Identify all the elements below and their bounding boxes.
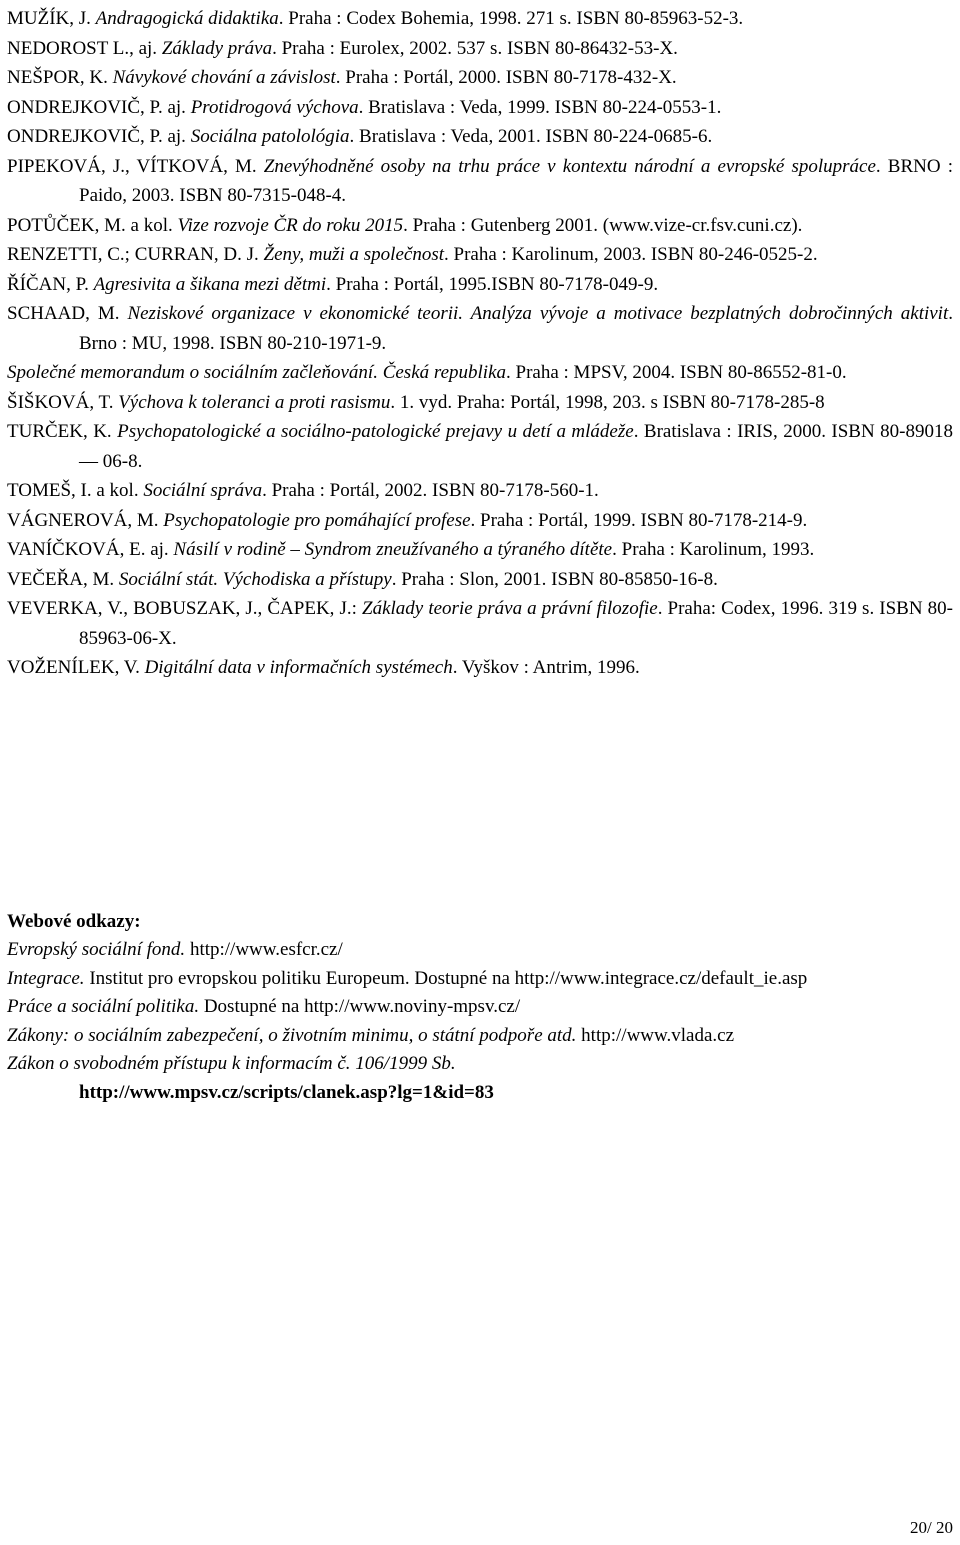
reference-title: Andragogická didaktika	[95, 8, 279, 29]
reference-author: PIPEKOVÁ, J., VÍTKOVÁ, M.	[7, 155, 264, 177]
reference-publication: . Praha : Codex Bohemia, 1998. 271 s. ISBN 80-85963-52-3.	[278, 8, 744, 29]
reference-entry	[7, 594, 953, 653]
web-link-entry	[7, 1050, 953, 1079]
reference-title: Sociální stát. Východiska a přístupy	[118, 568, 392, 590]
reference-publication: . Praha : MPSV, 2004. ISBN 80-86552-81-0.	[506, 362, 847, 383]
reference-title: Psychopatologické a sociálno-patologické prejavy u detí a mládeže	[117, 421, 634, 442]
web-link-text[interactable]: Institut pro evropskou politiku Europeum. Dostupné na http://www.integrace.cz/default_ie.asp	[84, 967, 808, 989]
web-link-title: Evropský sociální fond.	[7, 939, 186, 960]
reference-title: Základy práva	[161, 37, 273, 59]
web-link-title: Zákon o svobodném přístupu k informacím č. 106/1999 Sb.	[7, 1053, 456, 1074]
reference-author: TOMEŠ, I. a kol.	[7, 480, 144, 501]
reference-title: Společné memorandum o sociálním začleňování. Česká republika	[7, 362, 507, 383]
reference-author: ŘÍČAN, P.	[7, 273, 94, 295]
reference-author: SCHAAD, M.	[7, 303, 128, 324]
reference-author: ONDREJKOVIČ, P. aj.	[7, 126, 191, 147]
reference-author: MUŽÍK, J.	[7, 8, 96, 29]
reference-publication: . Praha : Gutenberg 2001. (www.vize-cr.fsv.cuni.cz).	[403, 214, 803, 236]
reference-author: RENZETTI, C.; CURRAN, D. J.	[7, 244, 264, 265]
reference-publication: . Praha : Portál, 1995.ISBN 80-7178-049-9.	[326, 273, 659, 295]
web-link-entry	[7, 993, 953, 1022]
reference-entry	[7, 388, 953, 418]
reference-publication: . Praha : Eurolex, 2002. 537 s. ISBN 80-86432-53-X.	[272, 37, 678, 59]
reference-entry	[7, 240, 953, 270]
reference-author: NEŠPOR, K.	[7, 67, 113, 88]
reference-entry	[7, 653, 953, 683]
reference-author: VOŽENÍLEK, V.	[7, 657, 145, 678]
reference-author: POTŮČEK, M. a kol.	[7, 214, 178, 236]
reference-entry	[7, 93, 953, 123]
reference-title: Psychopatologie pro pomáhající profese	[163, 509, 471, 531]
reference-title: Násilí v rodině – Syndrom zneužívaného a týraného dítěte	[173, 539, 613, 560]
reference-publication: . Bratislava : Veda, 2001. ISBN 80-224-0685-6.	[349, 126, 713, 147]
reference-title: Vize rozvoje ČR do roku 2015	[177, 214, 404, 236]
reference-entry	[7, 34, 953, 64]
web-link-title: Zákony: o sociálním zabezpečení, o životním minimu, o státní podpoře atd.	[7, 1024, 577, 1046]
reference-publication: . Brno : MU, 1998. ISBN 80-210-1971-9.	[79, 303, 953, 354]
reference-entry	[7, 63, 953, 93]
reference-entry	[7, 4, 953, 34]
reference-publication: . Vyškov : Antrim, 1996.	[452, 657, 640, 678]
reference-entry	[7, 152, 953, 211]
reference-entry	[7, 565, 953, 595]
reference-title: Sociální správa	[143, 480, 263, 501]
reference-publication: . Praha : Portál, 1999. ISBN 80-7178-214-9.	[470, 509, 808, 531]
reference-author: ŠIŠKOVÁ, T.	[7, 391, 119, 413]
reference-title: Neziskové organizace v ekonomické teorii. Analýza vývoje a motivace bezplatných dobročinných aktivit	[127, 303, 949, 324]
reference-publication: . Bratislava : Veda, 1999. ISBN 80-224-0553-1.	[358, 96, 722, 118]
reference-publication: . Bratislava : IRIS, 2000. ISBN 80-89018 — 06-8.	[79, 421, 953, 472]
reference-author: VÁGNEROVÁ, M.	[7, 509, 164, 531]
reference-title: Ženy, muži a společnost	[263, 244, 444, 265]
web-links-list	[7, 936, 953, 1107]
reference-publication: . 1. vyd. Praha: Portál, 1998, 203. s ISBN 80-7178-285-8	[390, 391, 825, 413]
reference-title: Základy teorie práva a právní filozofie	[362, 598, 658, 619]
reference-publication: . Praha : Karolinum, 2003. ISBN 80-246-0525-2.	[444, 244, 818, 265]
reference-title: Protidrogová výchova	[190, 96, 359, 118]
reference-entry	[7, 211, 953, 241]
page-number: 20/ 20	[910, 1518, 953, 1537]
web-link-text[interactable]: http://www.esfcr.cz/	[185, 939, 343, 960]
reference-entry	[7, 506, 953, 536]
web-link-entry	[7, 1022, 953, 1051]
reference-title: Znevýhodněné osoby na trhu práce v kontextu národní a evropské spolupráce	[263, 155, 876, 177]
reference-author: VEČEŘA, M.	[7, 568, 119, 590]
reference-title: Sociálna patolológia	[190, 126, 350, 147]
reference-title: Výchova k toleranci a proti rasismu	[118, 391, 391, 413]
web-link-entry	[7, 936, 953, 965]
reference-publication: . Praha: Codex, 1996. 319 s. ISBN 80-85963-06-X.	[79, 598, 953, 649]
web-link-title: Integrace.	[7, 967, 85, 989]
web-links-heading: Webové odkazy:	[7, 911, 141, 932]
reference-entry	[7, 270, 953, 300]
reference-title: Návykové chování a závislost	[112, 67, 336, 88]
reference-author: TURČEK, K.	[7, 421, 118, 442]
reference-publication: . Praha : Portál, 2002. ISBN 80-7178-560-1.	[262, 480, 599, 501]
reference-entry	[7, 535, 953, 565]
reference-entry	[7, 417, 953, 476]
reference-title: Digitální data v informačních systémech	[144, 657, 453, 678]
reference-entry	[7, 358, 953, 388]
reference-publication: . Praha : Slon, 2001. ISBN 80-85850-16-8.	[391, 568, 718, 590]
reference-author: VEVERKA, V., BOBUSZAK, J., ČAPEK, J.:	[7, 598, 363, 619]
web-link-entry	[7, 965, 953, 994]
reference-author: ONDREJKOVIČ, P. aj.	[7, 96, 191, 118]
reference-author: NEDOROST L., aj.	[7, 37, 162, 59]
web-link-text[interactable]: Dostupné na http://www.noviny-mpsv.cz/	[199, 996, 521, 1017]
reference-entry	[7, 122, 953, 152]
reference-author: VANÍČKOVÁ, E. aj.	[7, 539, 174, 560]
reference-entry	[7, 476, 953, 506]
reference-publication: . Praha : Portál, 2000. ISBN 80-7178-432-X.	[335, 67, 677, 88]
web-link-text[interactable]: http://www.vlada.cz	[576, 1024, 735, 1046]
reference-publication: . BRNO : Paido, 2003. ISBN 80-7315-048-4.	[79, 155, 954, 206]
reference-title: Agresivita a šikana mezi dětmi	[93, 273, 327, 295]
bibliography-list	[7, 4, 953, 683]
web-link-title: Práce a sociální politika.	[7, 996, 200, 1017]
mpsv-url-link[interactable]: http://www.mpsv.cz/scripts/clanek.asp?lg=1&id=83	[79, 1081, 494, 1103]
reference-entry	[7, 299, 953, 358]
reference-publication: . Praha : Karolinum, 1993.	[612, 539, 815, 560]
